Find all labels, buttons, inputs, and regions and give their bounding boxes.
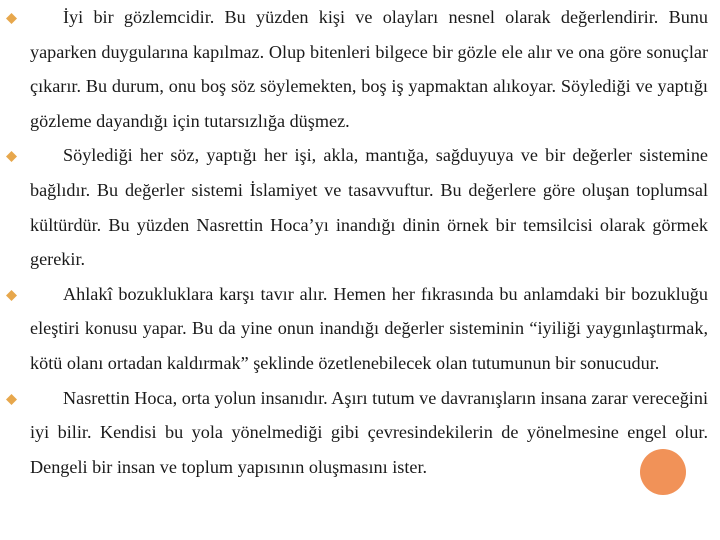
- diamond-icon: [6, 13, 17, 24]
- diamond-icon: [6, 151, 17, 162]
- diamond-icon: [6, 290, 17, 301]
- paragraph-text: İyi bir gözlemcidir. Bu yüzden kişi ve olayları nesnel olarak değerlendirir. Bunu yaparken duygularına kapılmaz. Olup bitenleri bilgece bir gözle ele alır ve ona göre sonuçlar çıkarır. Bu durum, onu boş söz söylemekten, boş iş yapmaktan alıkoyar. Söylediği ve yaptığı gözleme dayandığı için tutarsızlığa düşmez.: [30, 7, 708, 131]
- bullet-paragraph-3: [30, 277, 708, 381]
- bullet-paragraph-4: [30, 381, 708, 485]
- bullet-paragraph-1: [30, 0, 708, 138]
- paragraph-text: Ahlakî bozukluklara karşı tavır alır. Hemen her fıkrasında bu anlamdaki bir bozukluğu eleştiri konusu yapar. Bu da yine onun inandığı değerler sisteminin “iyiliği yaygınlaştırmak, kötü olanı ortadan kaldırmak” şeklinde özetlenebilecek olan tutumunun bir sonucudur.: [30, 283, 708, 373]
- paragraph-text: Nasrettin Hoca, orta yolun insanıdır. Aşırı tutum ve davranışların insana zarar vereceğini iyi bilir. Kendisi bu yola yönelmediği gibi çevresindekilerin de yönelmesine engel olur. Dengeli bir insan ve toplum yapısının oluşmasını ister.: [30, 387, 708, 477]
- diamond-icon: [6, 394, 17, 405]
- bullet-paragraph-2: [30, 138, 708, 276]
- bullet-list: [30, 0, 708, 484]
- paragraph-text: Söylediği her söz, yaptığı her işi, akla, mantığa, sağduyuya ve bir değerler sistemine bağlıdır. Bu değerler sistemi İslamiyet ve tasavvuftur. Bu değerlere göre oluşan toplumsal kültürdür. Bu yüzden Nasrettin Hoca’yı inandığı dinin örnek bir temsilcisi olarak görmek gerekir.: [30, 145, 708, 270]
- decorative-accent-circle: [640, 449, 686, 495]
